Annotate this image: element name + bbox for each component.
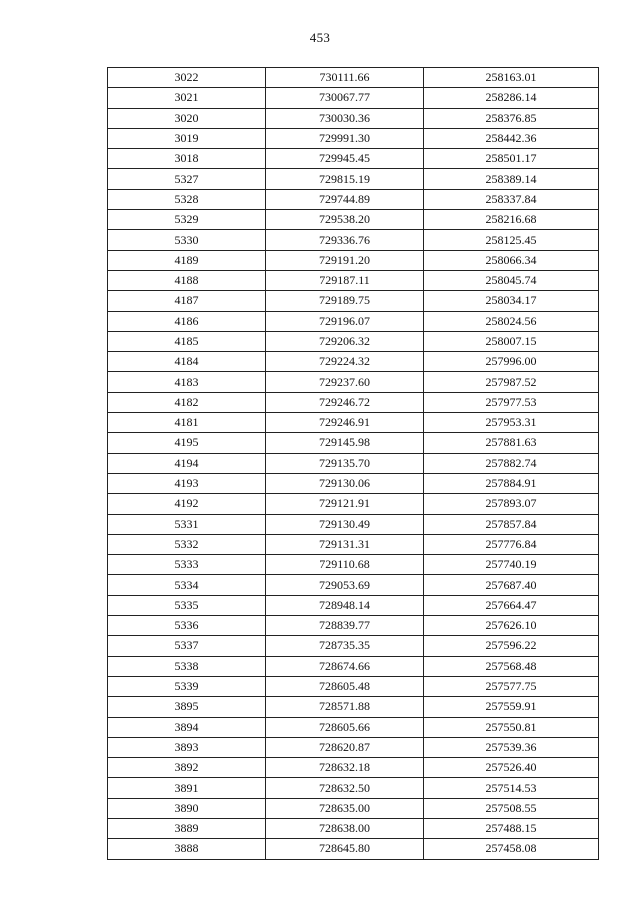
- table-row: [108, 230, 599, 250]
- x-coordinate-cell: 728571.88: [266, 697, 424, 717]
- y-coordinate-cell: 258442.36: [424, 128, 599, 148]
- point-id-cell: 3895: [108, 697, 266, 717]
- table-row: [108, 169, 599, 189]
- y-coordinate-cell: 257559.91: [424, 697, 599, 717]
- point-id-cell: 5339: [108, 676, 266, 696]
- y-coordinate-cell: 258066.34: [424, 250, 599, 270]
- point-id-cell: 5329: [108, 210, 266, 230]
- x-coordinate-cell: 728635.00: [266, 798, 424, 818]
- x-coordinate-cell: 729196.07: [266, 311, 424, 331]
- x-coordinate-cell: 728620.87: [266, 737, 424, 757]
- x-coordinate-cell: 729145.98: [266, 433, 424, 453]
- x-coordinate-cell: 729945.45: [266, 149, 424, 169]
- table-row: [108, 798, 599, 818]
- point-id-cell: 4192: [108, 494, 266, 514]
- x-coordinate-cell: 729130.49: [266, 514, 424, 534]
- y-coordinate-cell: 257953.31: [424, 413, 599, 433]
- x-coordinate-cell: 730067.77: [266, 88, 424, 108]
- x-coordinate-cell: 729187.11: [266, 270, 424, 290]
- x-coordinate-cell: 729121.91: [266, 494, 424, 514]
- y-coordinate-cell: 258216.68: [424, 210, 599, 230]
- x-coordinate-cell: 729206.32: [266, 331, 424, 351]
- table-row: [108, 270, 599, 290]
- y-coordinate-cell: 258125.45: [424, 230, 599, 250]
- x-coordinate-cell: 730030.36: [266, 108, 424, 128]
- y-coordinate-cell: 257664.47: [424, 595, 599, 615]
- x-coordinate-cell: 730111.66: [266, 68, 424, 88]
- point-id-cell: 3894: [108, 717, 266, 737]
- x-coordinate-cell: 729131.31: [266, 534, 424, 554]
- point-id-cell: 4181: [108, 413, 266, 433]
- page-number: 453: [309, 30, 331, 45]
- point-id-cell: 4195: [108, 433, 266, 453]
- table-row: [108, 737, 599, 757]
- table-row: [108, 818, 599, 838]
- table-row: [108, 413, 599, 433]
- y-coordinate-cell: 257687.40: [424, 575, 599, 595]
- table-row: [108, 778, 599, 798]
- point-id-cell: 4189: [108, 250, 266, 270]
- x-coordinate-cell: 729336.76: [266, 230, 424, 250]
- x-coordinate-cell: 728605.48: [266, 676, 424, 696]
- table-row: [108, 128, 599, 148]
- y-coordinate-cell: 258007.15: [424, 331, 599, 351]
- table-row: [108, 717, 599, 737]
- x-coordinate-cell: 729744.89: [266, 189, 424, 209]
- table-row: [108, 331, 599, 351]
- x-coordinate-cell: 728605.66: [266, 717, 424, 737]
- point-id-cell: 3892: [108, 758, 266, 778]
- coordinates-table-body: [108, 68, 599, 860]
- table-row: [108, 108, 599, 128]
- y-coordinate-cell: 258163.01: [424, 68, 599, 88]
- y-coordinate-cell: 257514.53: [424, 778, 599, 798]
- x-coordinate-cell: 728638.00: [266, 818, 424, 838]
- y-coordinate-cell: 258045.74: [424, 270, 599, 290]
- point-id-cell: 5338: [108, 656, 266, 676]
- x-coordinate-cell: 729991.30: [266, 128, 424, 148]
- y-coordinate-cell: 258501.17: [424, 149, 599, 169]
- point-id-cell: 5334: [108, 575, 266, 595]
- table-row: [108, 697, 599, 717]
- point-id-cell: 4188: [108, 270, 266, 290]
- y-coordinate-cell: 257577.75: [424, 676, 599, 696]
- point-id-cell: 3020: [108, 108, 266, 128]
- y-coordinate-cell: 257776.84: [424, 534, 599, 554]
- x-coordinate-cell: 728632.18: [266, 758, 424, 778]
- y-coordinate-cell: 257526.40: [424, 758, 599, 778]
- x-coordinate-cell: 729110.68: [266, 555, 424, 575]
- y-coordinate-cell: 258024.56: [424, 311, 599, 331]
- table-row: [108, 291, 599, 311]
- point-id-cell: 5331: [108, 514, 266, 534]
- point-id-cell: 5332: [108, 534, 266, 554]
- point-id-cell: 5333: [108, 555, 266, 575]
- table-row: [108, 189, 599, 209]
- table-row: [108, 68, 599, 88]
- y-coordinate-cell: 258034.17: [424, 291, 599, 311]
- table-row: [108, 311, 599, 331]
- point-id-cell: 3889: [108, 818, 266, 838]
- point-id-cell: 5335: [108, 595, 266, 615]
- table-row: [108, 494, 599, 514]
- table-row: [108, 555, 599, 575]
- x-coordinate-cell: 729815.19: [266, 169, 424, 189]
- table-row: [108, 453, 599, 473]
- y-coordinate-cell: 258337.84: [424, 189, 599, 209]
- point-id-cell: 3890: [108, 798, 266, 818]
- y-coordinate-cell: 257626.10: [424, 616, 599, 636]
- table-row: [108, 656, 599, 676]
- x-coordinate-cell: 729189.75: [266, 291, 424, 311]
- x-coordinate-cell: 728839.77: [266, 616, 424, 636]
- table-row: [108, 839, 599, 859]
- x-coordinate-cell: 729130.06: [266, 473, 424, 493]
- y-coordinate-cell: 257568.48: [424, 656, 599, 676]
- table-row: [108, 575, 599, 595]
- table-row: [108, 616, 599, 636]
- table-row: [108, 758, 599, 778]
- table-row: [108, 88, 599, 108]
- point-id-cell: 4185: [108, 331, 266, 351]
- table-row: [108, 250, 599, 270]
- y-coordinate-cell: 257740.19: [424, 555, 599, 575]
- y-coordinate-cell: 257977.53: [424, 392, 599, 412]
- point-id-cell: 5330: [108, 230, 266, 250]
- x-coordinate-cell: 729538.20: [266, 210, 424, 230]
- table-row: [108, 433, 599, 453]
- x-coordinate-cell: 728674.66: [266, 656, 424, 676]
- y-coordinate-cell: 257893.07: [424, 494, 599, 514]
- table-row: [108, 149, 599, 169]
- table-row: [108, 534, 599, 554]
- table-row: [108, 636, 599, 656]
- y-coordinate-cell: 257508.55: [424, 798, 599, 818]
- point-id-cell: 4194: [108, 453, 266, 473]
- point-id-cell: 3021: [108, 88, 266, 108]
- y-coordinate-cell: 257458.08: [424, 839, 599, 859]
- coordinates-table: [107, 67, 599, 860]
- x-coordinate-cell: 729191.20: [266, 250, 424, 270]
- point-id-cell: 3893: [108, 737, 266, 757]
- y-coordinate-cell: 258376.85: [424, 108, 599, 128]
- x-coordinate-cell: 729053.69: [266, 575, 424, 595]
- table-row: [108, 473, 599, 493]
- point-id-cell: 3018: [108, 149, 266, 169]
- x-coordinate-cell: 729246.91: [266, 413, 424, 433]
- table-row: [108, 372, 599, 392]
- point-id-cell: 4186: [108, 311, 266, 331]
- point-id-cell: 4182: [108, 392, 266, 412]
- point-id-cell: 4187: [108, 291, 266, 311]
- y-coordinate-cell: 257596.22: [424, 636, 599, 656]
- point-id-cell: 5328: [108, 189, 266, 209]
- table-row: [108, 514, 599, 534]
- point-id-cell: 5327: [108, 169, 266, 189]
- y-coordinate-cell: 257987.52: [424, 372, 599, 392]
- point-id-cell: 4193: [108, 473, 266, 493]
- point-id-cell: 3891: [108, 778, 266, 798]
- table-row: [108, 676, 599, 696]
- point-id-cell: 5337: [108, 636, 266, 656]
- y-coordinate-cell: 257996.00: [424, 352, 599, 372]
- y-coordinate-cell: 257882.74: [424, 453, 599, 473]
- table-row: [108, 392, 599, 412]
- x-coordinate-cell: 729246.72: [266, 392, 424, 412]
- point-id-cell: 4184: [108, 352, 266, 372]
- x-coordinate-cell: 729237.60: [266, 372, 424, 392]
- x-coordinate-cell: 728632.50: [266, 778, 424, 798]
- x-coordinate-cell: 728948.14: [266, 595, 424, 615]
- table-row: [108, 595, 599, 615]
- point-id-cell: 3022: [108, 68, 266, 88]
- y-coordinate-cell: 257857.84: [424, 514, 599, 534]
- y-coordinate-cell: 258389.14: [424, 169, 599, 189]
- table-row: [108, 352, 599, 372]
- x-coordinate-cell: 728645.80: [266, 839, 424, 859]
- y-coordinate-cell: 258286.14: [424, 88, 599, 108]
- y-coordinate-cell: 257488.15: [424, 818, 599, 838]
- point-id-cell: 3888: [108, 839, 266, 859]
- point-id-cell: 4183: [108, 372, 266, 392]
- x-coordinate-cell: 728735.35: [266, 636, 424, 656]
- table-row: [108, 210, 599, 230]
- x-coordinate-cell: 729135.70: [266, 453, 424, 473]
- y-coordinate-cell: 257539.36: [424, 737, 599, 757]
- point-id-cell: 3019: [108, 128, 266, 148]
- y-coordinate-cell: 257550.81: [424, 717, 599, 737]
- x-coordinate-cell: 729224.32: [266, 352, 424, 372]
- point-id-cell: 5336: [108, 616, 266, 636]
- y-coordinate-cell: 257881.63: [424, 433, 599, 453]
- y-coordinate-cell: 257884.91: [424, 473, 599, 493]
